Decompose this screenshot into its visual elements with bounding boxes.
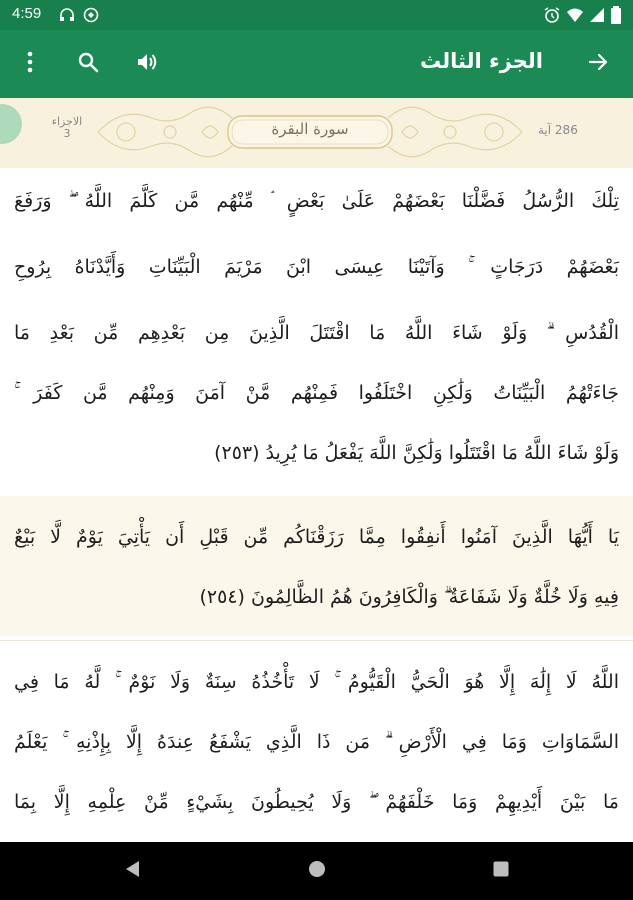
back-button[interactable] bbox=[578, 44, 618, 84]
page-indicator-circle[interactable] bbox=[0, 104, 22, 144]
audio-button[interactable] bbox=[128, 44, 168, 84]
overflow-menu-button[interactable] bbox=[10, 44, 50, 84]
surah-name: سورة البقرة bbox=[271, 120, 349, 138]
juz-label: الاجزاء bbox=[51, 115, 83, 128]
ayah-line: السَّمَاوَاتِ وَمَا فِي الْأَرْضِ ۗ مَن ذَا الَّذِي يَشْفَعُ عِندَهُ إِلَّا بِإِذْنِهِ ۚ يَعْلَمُ bbox=[14, 731, 619, 753]
menu-icon bbox=[26, 51, 34, 77]
ayah-line: تِلْكَ الرُّسُلُ فَضَّلْنَا بَعْضَهُمْ عَلَىٰ بَعْضٍ ۘ مِّنْهُم مَّن كَلَّمَ اللَّهُ ۖ وَرَفَعَ bbox=[14, 190, 619, 212]
nav-recents-button[interactable] bbox=[489, 859, 513, 883]
ayah-line: وَلَوْ شَاءَ اللَّهُ مَا اقْتَتَلُوا وَلَٰكِنَّ اللَّهَ يَفْعَلُ مَا يُرِيدُ (٢٥٣) bbox=[214, 442, 619, 464]
alarm-icon bbox=[543, 6, 561, 24]
ayah-block-255[interactable] bbox=[0, 641, 633, 842]
search-icon bbox=[77, 51, 99, 77]
status-bar bbox=[0, 0, 633, 30]
ayah-block-254[interactable] bbox=[0, 496, 633, 636]
headset-icon bbox=[58, 6, 76, 24]
battery-icon bbox=[610, 6, 622, 24]
surah-banner bbox=[0, 98, 633, 168]
recents-square-icon bbox=[492, 860, 510, 882]
speaker-icon bbox=[136, 51, 160, 77]
ayah-line: اللَّهُ لَا إِلَٰهَ إِلَّا هُوَ الْحَيُّ الْقَيُّومُ ۚ لَا تَأْخُذُهُ سِنَةٌ وَلَا نَوْمٌ ۚ لَّهُ مَا فِي bbox=[14, 671, 619, 693]
app-bar bbox=[0, 30, 633, 98]
ayah-line: يَا أَيُّهَا الَّذِينَ آمَنُوا أَنفِقُوا مِمَّا رَزَقْنَاكُم مِّن قَبْلِ أَن يَأْتِيَ يَوْمٌ لَّا بَيْعٌ bbox=[14, 526, 619, 548]
home-circle-icon bbox=[307, 859, 327, 883]
nav-back-button[interactable] bbox=[120, 859, 144, 883]
ayah-line: فِيهِ وَلَا خُلَّةٌ وَلَا شَفَاعَةٌ ۗ وَالْكَافِرُونَ هُمُ الظَّالِمُونَ (٢٥٤) bbox=[199, 586, 619, 608]
ayah-line: بَعْضَهُمْ دَرَجَاتٍ ۚ وَآتَيْنَا عِيسَى ابْنَ مَرْيَمَ الْبَيِّنَاتِ وَأَيَّدْنَاهُ بِرُوحِ bbox=[14, 256, 619, 278]
search-button[interactable] bbox=[68, 44, 108, 84]
ayah-block-253[interactable] bbox=[0, 168, 633, 494]
signal-icon bbox=[588, 6, 606, 24]
nav-home-button[interactable] bbox=[305, 859, 329, 883]
status-time: 4:59 bbox=[12, 5, 42, 22]
ayah-line: مَا بَيْنَ أَيْدِيهِمْ وَمَا خَلْفَهُمْ ۖ وَلَا يُحِيطُونَ بِشَيْءٍ مِّنْ عِلْمِهِ إِلَّا بِمَا bbox=[14, 791, 619, 813]
ayat-count: 286 آية bbox=[538, 123, 578, 137]
juz-info bbox=[46, 116, 88, 140]
back-triangle-icon bbox=[123, 859, 141, 883]
back-arrow-icon bbox=[587, 51, 609, 77]
system-nav-bar bbox=[0, 842, 633, 900]
wifi-icon bbox=[566, 6, 584, 24]
sync-icon bbox=[82, 6, 100, 24]
juz-number: 3 bbox=[63, 127, 71, 140]
ayah-line: جَاءَتْهُمُ الْبَيِّنَاتُ وَلَٰكِنِ اخْتَلَفُوا فَمِنْهُم مَّنْ آمَنَ وَمِنْهُم مَّن كَفَرَ ۚ bbox=[14, 382, 619, 404]
page-title: الجزء الثالث bbox=[420, 49, 543, 73]
ayah-line: الْقُدُسِ ۗ وَلَوْ شَاءَ اللَّهُ مَا اقْتَتَلَ الَّذِينَ مِن بَعْدِهِم مِّن بَعْدِ مَا bbox=[14, 322, 619, 344]
